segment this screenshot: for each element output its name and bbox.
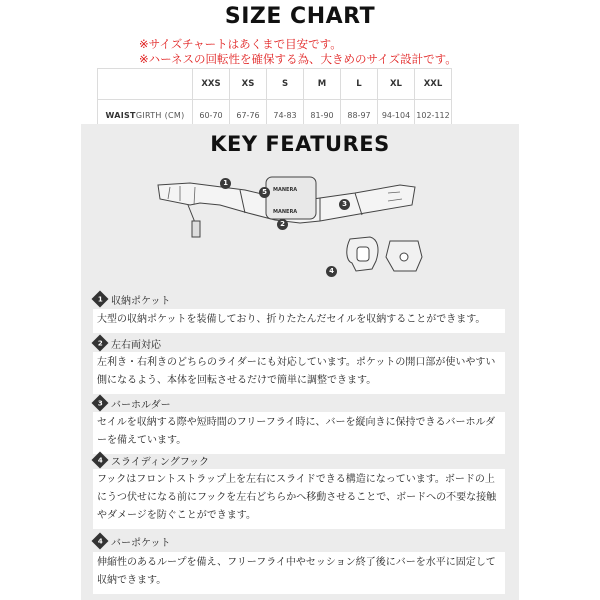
feature-number-badge: 2 xyxy=(92,335,109,352)
size-column-header: XXS xyxy=(193,69,230,100)
feature-title: バーポケット xyxy=(111,537,171,549)
size-table-header-row xyxy=(98,69,452,100)
feature-heading xyxy=(93,451,209,469)
feature-title: 左右両対応 xyxy=(111,339,161,351)
brand-text: MANERA xyxy=(273,187,298,193)
size-note: ※サイズチャートはあくまで目安です。 xyxy=(139,37,342,51)
feature-heading xyxy=(93,334,161,352)
size-value-cell: 74-83 xyxy=(267,100,304,131)
feature-number-badge: 4 xyxy=(92,452,109,469)
size-table-corner xyxy=(98,69,193,100)
size-notes xyxy=(139,37,457,67)
size-note: ※ハーネスの回転性を確保する為、大きめのサイズ設計です。 xyxy=(139,52,457,66)
feature-heading xyxy=(93,290,171,308)
size-value-cell: 94-104 xyxy=(378,100,415,131)
girth-label: GIRTH (CM) xyxy=(135,110,185,120)
waist-label: WAIST xyxy=(105,110,136,120)
size-chart-title: SIZE CHART xyxy=(224,4,376,29)
diagram-marker-3: 3 xyxy=(339,199,350,210)
feature-heading xyxy=(93,394,171,412)
diagram-marker-2: 2 xyxy=(277,219,288,230)
diagram-marker-5: 5 xyxy=(259,187,270,198)
size-table xyxy=(97,68,452,131)
feature-number-badge: 1 xyxy=(92,291,109,308)
feature-description: フックはフロントストラップ上を左右にスライドできる構造になっています。ボードの上にうつ伏せになる前にフックを左右どちらかへ移動させることで、ボードへの不要な接触やダメージを防ぐことができます。 xyxy=(93,469,505,529)
diagram-marker-4: 4 xyxy=(326,266,337,277)
size-value-cell: 88-97 xyxy=(341,100,378,131)
diagram-marker-1: 1 xyxy=(220,178,231,189)
brand-text: MANERA xyxy=(273,209,298,215)
size-column-header: XS xyxy=(230,69,267,100)
feature-number-badge: 3 xyxy=(92,395,109,412)
size-column-header: L xyxy=(341,69,378,100)
feature-description: 大型の収納ポケットを装備しており、折りたたんだセイルを収納することができます。 xyxy=(93,309,505,333)
feature-description: 伸縮性のあるループを備え、フリーフライ中やセッション終了後にバーを水平に固定して収納できます。 xyxy=(93,552,505,594)
size-column-header: XL xyxy=(378,69,415,100)
size-column-header: S xyxy=(267,69,304,100)
key-features-title: KEY FEATURES xyxy=(210,132,390,156)
harness-illustration xyxy=(150,165,450,295)
harness-diagram xyxy=(150,165,450,295)
feature-title: スライディングフック xyxy=(111,456,209,468)
feature-heading xyxy=(93,532,171,550)
feature-title: 収納ポケット xyxy=(111,295,171,307)
size-column-header: XXL xyxy=(415,69,452,100)
feature-title: バーホルダー xyxy=(111,399,171,411)
size-value-cell: 81-90 xyxy=(304,100,341,131)
size-value-cell: 60-70 xyxy=(193,100,230,131)
feature-description: セイルを収納する際や短時間のフリーフライ時に、バーを縦向きに保持できるバーホルダーを備えています。 xyxy=(93,412,505,454)
feature-number-badge: 4 xyxy=(92,533,109,550)
size-value-cell: 102-112 xyxy=(415,100,452,131)
feature-description: 左利き・右利きのどちらのライダーにも対応しています。ポケットの開口部が使いやすい側になるよう、本体を回転させるだけで簡単に調整できます。 xyxy=(93,352,505,394)
size-value-cell: 67-76 xyxy=(230,100,267,131)
size-column-header: M xyxy=(304,69,341,100)
